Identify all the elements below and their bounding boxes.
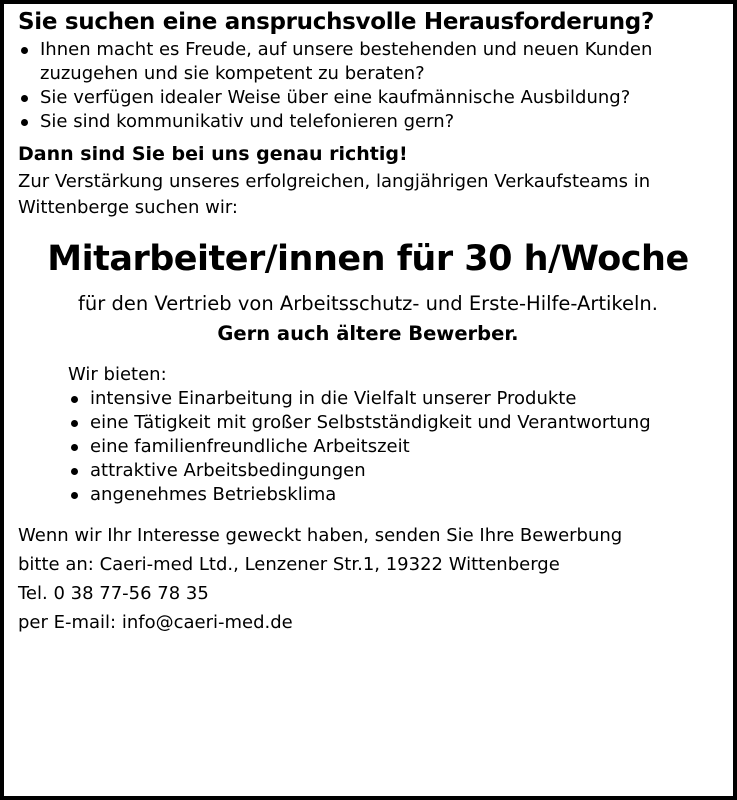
job-subtitle: für den Vertrieb von Arbeitsschutz- und Erste-Hilfe-Artikeln.	[78, 292, 658, 315]
list-item: Ihnen macht es Freude, auf unsere bestehenden und neuen Kunden zuzugehen und sie kompetent zu beraten?	[18, 38, 718, 86]
list-item: Sie verfügen idealer Weise über eine kaufmännische Ausbildung?	[18, 86, 718, 110]
contact-block	[18, 521, 718, 637]
contact-address: bitte an: Caeri-med Ltd., Lenzener Str.1, 19322 Wittenberge	[18, 554, 560, 575]
contact-phone: Tel. 0 38 77-56 78 35	[18, 583, 209, 604]
offer-label: Wir bieten:	[68, 364, 167, 385]
list-item: attraktive Arbeitsbedingungen	[68, 459, 718, 483]
job-ad	[18, 6, 718, 637]
offer-list	[68, 387, 718, 507]
list-item: Sie sind kommunikativ und telefonieren gern?	[18, 110, 718, 134]
list-item: intensive Einarbeitung in die Vielfalt unserer Produkte	[68, 387, 718, 411]
contact-line-1: Wenn wir Ihr Interesse geweckt haben, senden Sie Ihre Bewerbung	[18, 525, 623, 546]
seniors-note: Gern auch ältere Bewerber.	[217, 322, 519, 345]
intro-text: Zur Verstärkung unseres erfolgreichen, langjährigen Verkaufsteams in Wittenberge suchen wir:	[18, 171, 651, 218]
job-title: Mitarbeiter/innen für 30 h/Woche	[47, 239, 689, 279]
requirements-list	[18, 38, 718, 134]
contact-email[interactable]: per E-mail: info@caeri-med.de	[18, 612, 293, 633]
list-item: angenehmes Betriebsklima	[68, 483, 718, 507]
list-item: eine familienfreundliche Arbeitszeit	[68, 435, 718, 459]
list-item: eine Tätigkeit mit großer Selbstständigkeit und Verantwortung	[68, 411, 718, 435]
ad-heading: Sie suchen eine anspruchsvolle Herausforderung?	[18, 9, 654, 35]
offer-section	[68, 363, 718, 507]
ad-subheading: Dann sind Sie bei uns genau richtig!	[18, 143, 408, 165]
